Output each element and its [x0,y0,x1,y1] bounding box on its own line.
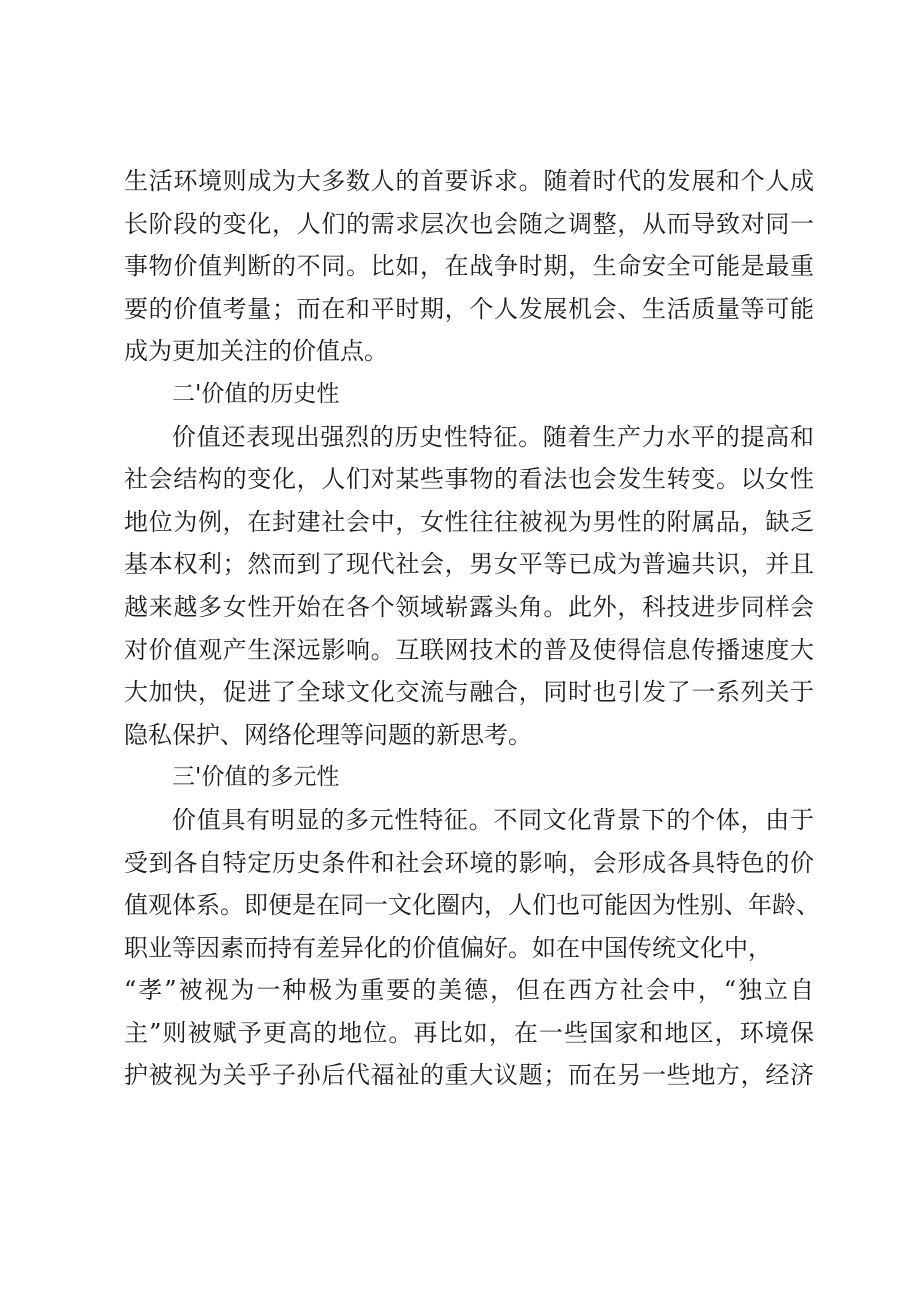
text-line: 职业等因素而持有差异化的价值偏好。如在中国传统文化中， [124,933,772,962]
text-line: 生活环境则成为大多数人的首要诉求。随着时代的发展和个人成 [124,167,814,195]
text-line: 成为更加关注的价值点。 [124,337,388,366]
document-body [124,160,820,1097]
text-line: 要的价值考量；而在和平时期，个人发展机会、生活质量等可能 [124,294,814,323]
text-line: 基本权利；然而到了现代社会，男女平等已成为普遍共识，并且 [124,550,814,579]
paragraph-2 [124,416,814,757]
text-line: 长阶段的变化，人们的需求层次也会随之调整，从而导致对同一 [124,209,814,238]
text-line: 对价值观产生深远影响。互联网技术的普及使得信息传播速度大 [124,635,814,664]
section-heading-2: 二'价值的历史性 [172,380,340,407]
text-line: 地位为例，在封建社会中，女性往往被视为男性的附属品，缺乏 [124,507,814,536]
text-line: 价值具有明显的多元性特征。不同文化背景下的个体，由于 [172,805,814,834]
paragraph-3 [124,799,820,1097]
section-heading-3: 三'价值的多元性 [172,764,340,791]
text-line: 价值还表现出强烈的历史性特征。随着生产力水平的提高和 [172,422,814,451]
text-line: 值观体系。即便是在同一文化圈内，人们也可能因为性别、年龄、 [124,891,820,920]
text-line: 越来越多女性开始在各个领域崭露头角。此外，科技进步同样会 [124,592,814,621]
text-line: 护被视为关乎子孙后代福祉的重大议题；而在另一些地方，经济 [124,1061,814,1090]
text-line: 大加快，促进了全球文化交流与融合，同时也引发了一系列关于 [124,678,814,707]
text-line: “孝”被视为一种极为重要的美德，但在西方社会中，“独立自 [124,976,814,1005]
text-line: 主”则被赋予更高的地位。再比如，在一些国家和地区，环境保 [124,1018,814,1047]
text-line: 社会结构的变化，人们对某些事物的看法也会发生转变。以女性 [124,465,814,494]
text-line: 事物价值判断的不同。比如，在战争时期，生命安全可能是最重 [124,252,814,281]
text-line: 隐私保护、网络伦理等问题的新思考。 [124,720,532,749]
text-line: 受到各自特定历史条件和社会环境的影响，会形成各具特色的价 [124,848,814,877]
paragraph-1 [124,160,814,373]
